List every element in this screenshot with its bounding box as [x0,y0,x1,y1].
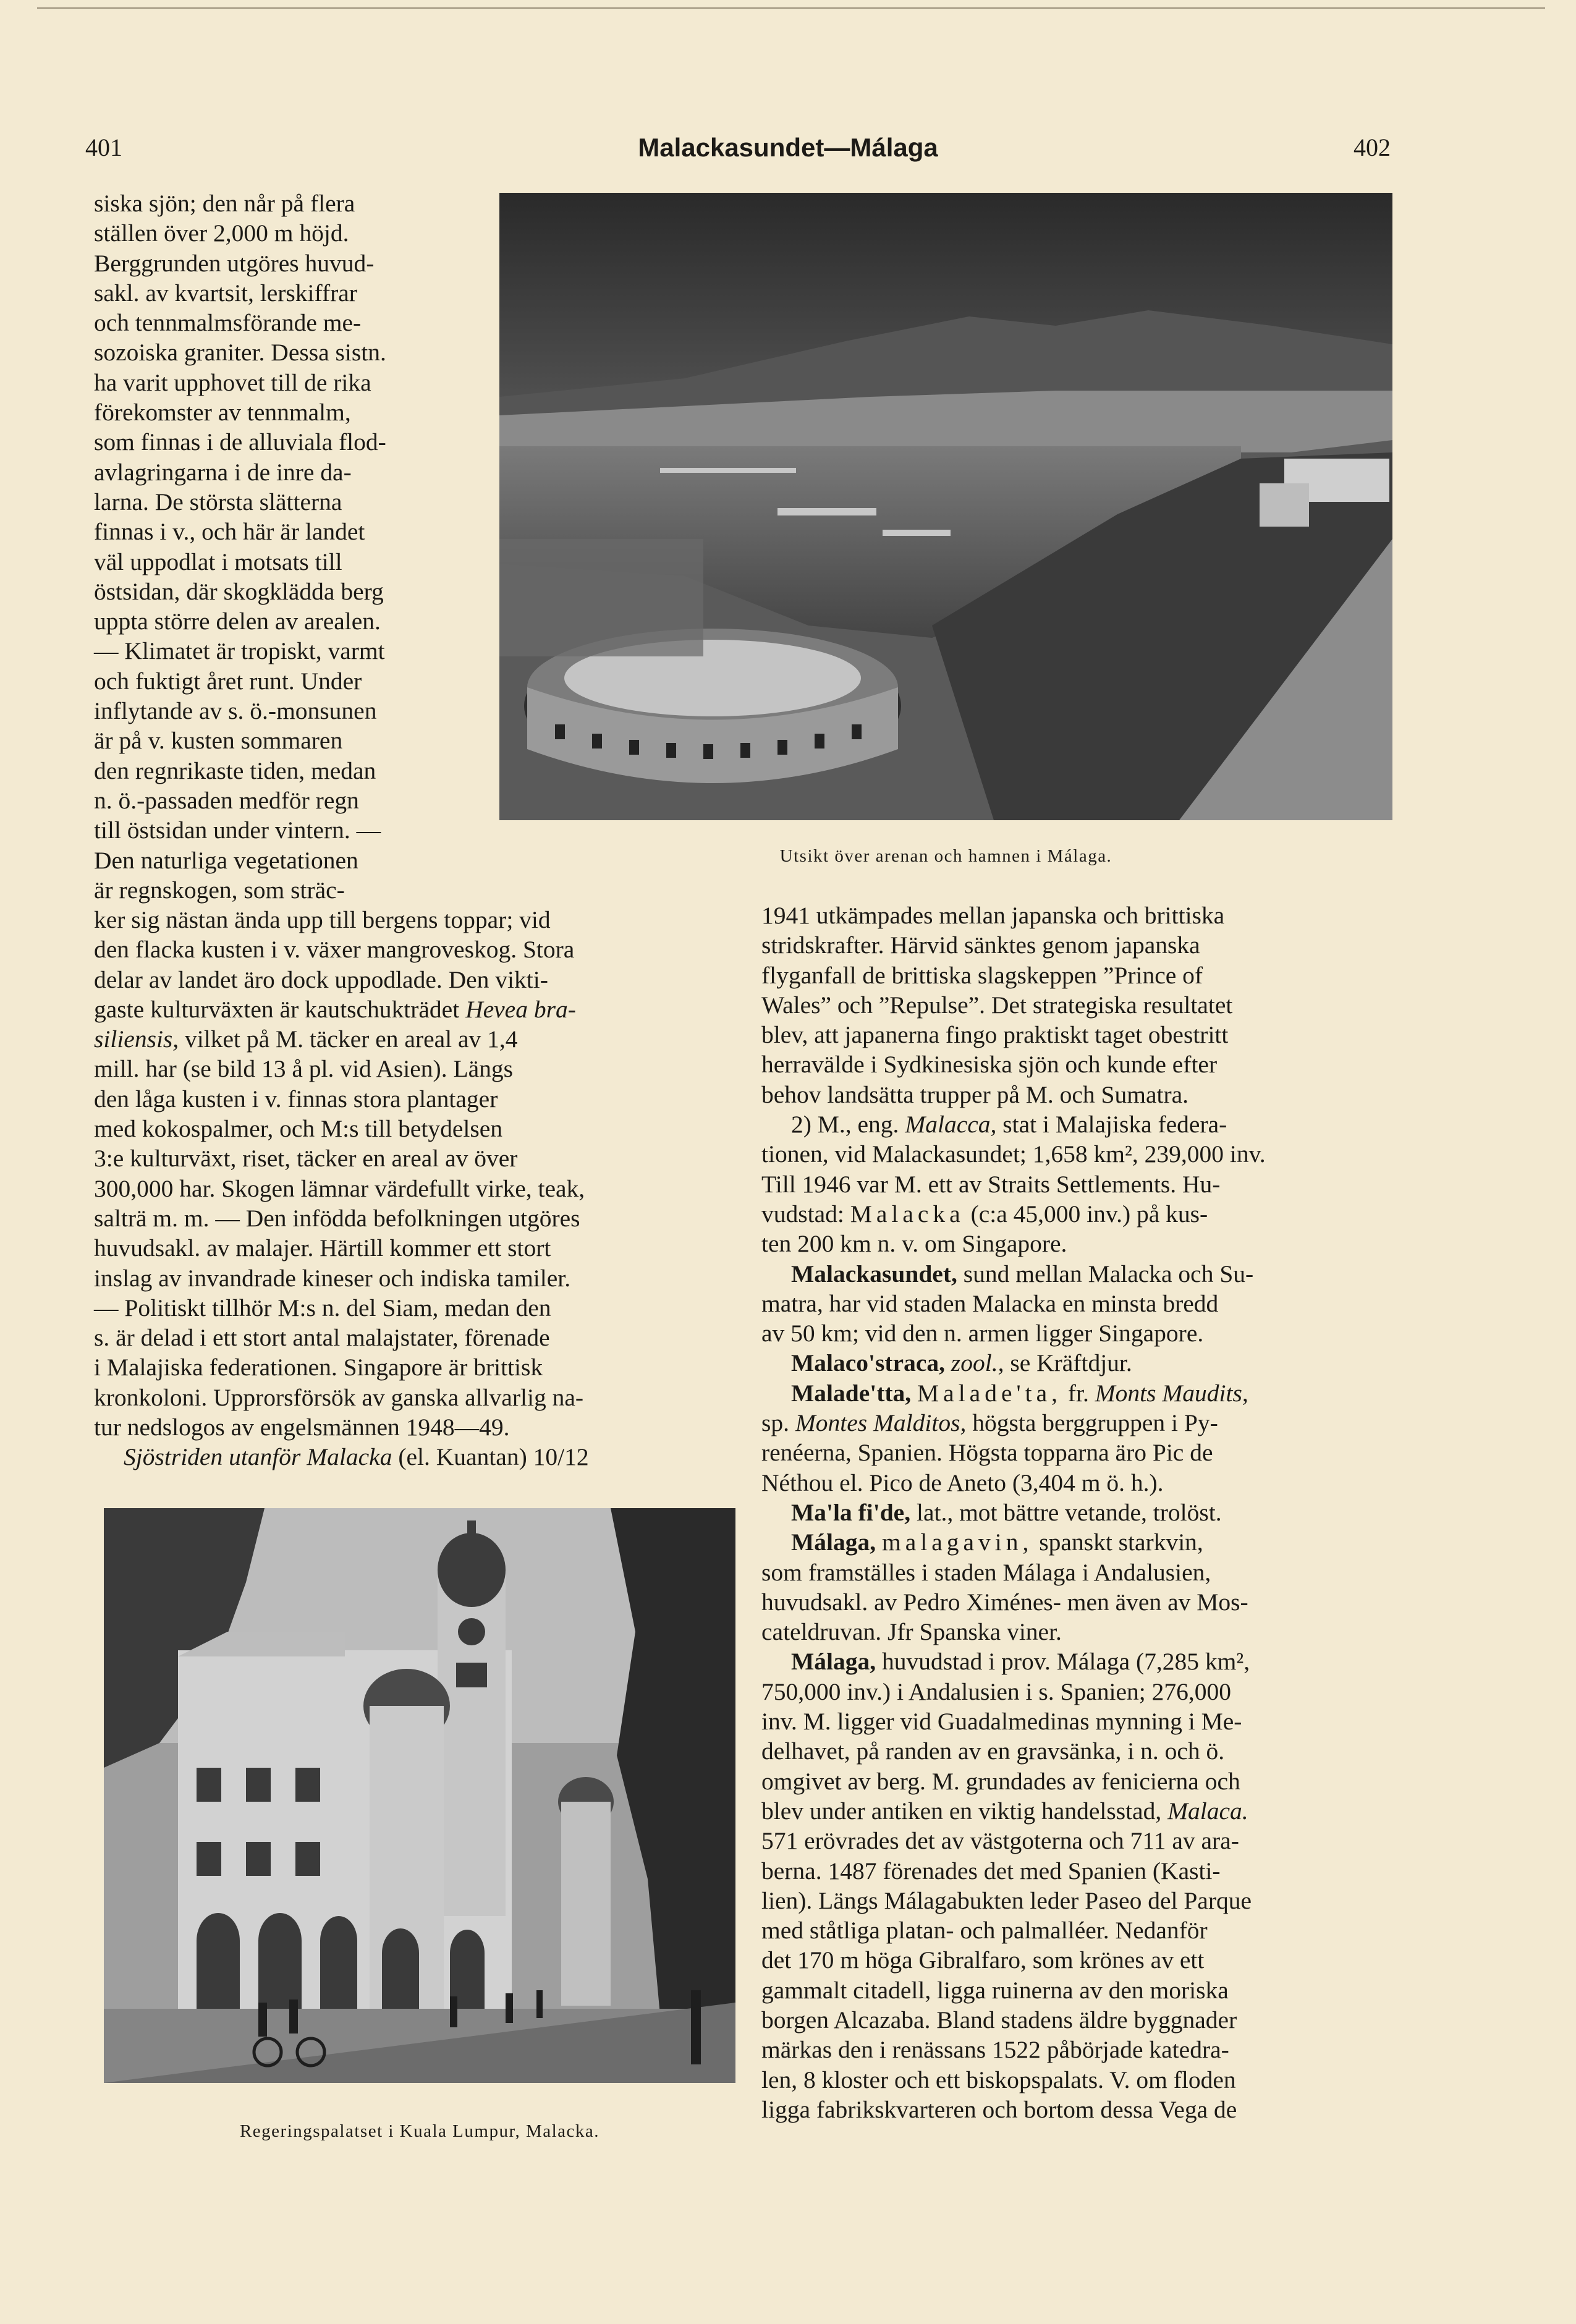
entry-malackasundet: Malackasundet, sund mellan Malacka och Su- [791,1260,1254,1287]
text-line: Till 1946 var M. ett av Straits Settlements. Hu- [761,1170,1221,1198]
text-line: Wales” och ”Repulse”. Det strategiska resultatet [761,991,1233,1019]
text-line: stridskrafter. Härvid sänktes genom japanska [761,931,1200,959]
entry-headword: Malaco'straca, [791,1349,945,1377]
species-name: Hevea bra- [465,995,576,1023]
kuala-lumpur-photo-caption: Regeringspalatset i Kuala Lumpur, Malacka. [239,2121,600,2141]
entry-malaga-city: Málaga, huvudstad i prov. Málaga (7,285 km², [791,1648,1250,1676]
species-name: siliensis, [94,1025,179,1053]
text-line: som finnas i de alluviala flod- [94,428,386,456]
text-line: huvudsakl. av Pedro Ximénes- men även av Mos- [761,1588,1248,1616]
text-line: flyganfall de brittiska slagskeppen ”Prince of [761,961,1203,989]
text-line: Sjöstriden utanför Malacka (el. Kuantan) 10/12 [124,1443,589,1471]
text-line: Berggrunden utgöres huvud- [94,249,375,277]
text-line: avlagringarna i de inre da- [94,458,352,486]
text-line: 2) M., eng. Malacca, stat i Malajiska federa- [791,1111,1227,1139]
text-line: gammalt citadell, ligga ruinerna av den moriska [761,1976,1229,2004]
text-line: östsidan, där skogklädda berg [94,577,384,605]
text-line: blev under antiken en viktig handelsstad, Malaca. [761,1797,1248,1825]
date-fraction: 10/12 [533,1443,589,1471]
text-line: 1941 utkämpades mellan japanska och brittiska [761,902,1225,929]
text-line: med kokospalmer, och M:s till betydelsen [94,1115,503,1143]
text-line: — Klimatet är tropiskt, varmt [94,637,385,665]
text-line: blev, att japanerna fingo praktiskt taget obestritt [761,1021,1229,1049]
text-line: ligga fabrikskvarteren och bortom dessa Vega de [761,2095,1237,2123]
text-line: gaste kulturväxten är kautschukträdet Hevea bra- [94,995,576,1023]
text-line: cateldruvan. Jfr Spanska viner. [761,1618,1062,1646]
text-line: sozoiska graniter. Dessa sistn. [94,339,386,367]
text-line: inflytande av s. ö.-monsunen [94,697,377,725]
text-line: siliensis, vilket på M. täcker en areal av 1,4 [94,1025,518,1053]
text-line: den låga kusten i v. finnas stora plantager [94,1085,498,1113]
text-line: borgen Alcazaba. Bland stadens äldre byggnader [761,2006,1237,2034]
text-line: ställen över 2,000 m höjd. [94,219,349,247]
malaga-photo-caption: Utsikt över arenan och hamnen i Málaga. [779,846,1112,866]
right-column-text [761,901,1404,2124]
text-line: tionen, vid Malackasundet; 1,658 km², 239,000 inv. [761,1140,1266,1168]
kuala-lumpur-palace-photo [104,1508,735,2083]
entry-subtitle: Sjöstriden utanför Malacka [124,1443,392,1471]
entry-malacostraca: Malaco'straca, zool., se Kräftdjur. [791,1349,1132,1377]
text-line: märkas den i renässans 1522 påbörjade katedra- [761,2036,1229,2064]
text-line: behov landsätta trupper på M. och Sumatra. [761,1080,1189,1108]
text-line: ten 200 km n. v. om Singapore. [761,1230,1067,1258]
entry-mala-fide: Ma'la fi'de, lat., mot bättre vetande, trolöst. [791,1498,1222,1526]
text-line: är på v. kusten sommaren [94,727,343,755]
text-line: som framställes i staden Málaga i Andalusien, [761,1558,1211,1586]
entry-headword: Malade'tta, [791,1379,912,1407]
text-line: inslag av invandrade kineser och indiska tamiler. [94,1264,571,1292]
text-line: larna. De största slätterna [94,488,342,515]
text-line: len, 8 kloster och ett biskopspalats. V. om floden [761,2066,1236,2093]
entry-headword: Málaga, [791,1648,876,1676]
text-line: 300,000 har. Skogen lämnar värdefullt virke, teak, [94,1174,585,1202]
text-line: huvudsakl. av malajer. Härtill kommer ett stort [94,1234,551,1262]
text-line: delar av landet äro dock uppodlade. Den vikti- [94,965,548,993]
text-line: omgivet av berg. M. grundades av fenicierna och [761,1767,1240,1795]
text-line: lien). Längs Málagabukten leder Paseo del Parque [761,1886,1252,1914]
text-line: det 170 m höga Gibralfaro, som krönes av ett [761,1946,1205,1974]
text-line: ker sig nästan ända upp till bergens toppar; vid [94,906,551,933]
text-line: mill. har (se bild 13 å pl. vid Asien). Längs [94,1055,513,1083]
text-line: n. ö.-passaden medför regn [94,786,359,814]
text-line: i Malajiska federationen. Singapore är brittisk [94,1354,543,1381]
text-line: siska sjön; den når på flera [94,190,355,217]
text-line: av 50 km; vid den n. armen ligger Singapore. [761,1320,1204,1347]
malaga-harbour-photo [499,193,1392,820]
text-line: 571 erövrades det av västgoterna och 711 av ara- [761,1827,1239,1855]
text-line: Den naturliga vegetationen [94,846,358,874]
text-line: tur nedslogos av engelsmännen 1948—49. [94,1414,510,1441]
text-line: 3:e kulturväxt, riset, täcker en areal av över [94,1145,518,1173]
text-line: uppta större delen av arealen. [94,608,381,635]
text-line: sakl. av kvartsit, lerskiffrar [94,279,357,307]
text-line: är regnskogen, som sträc- [94,876,345,904]
text-line: inv. M. ligger vid Guadalmedinas mynning i Me- [761,1708,1242,1736]
text-line: sp. Montes Malditos, högsta berggruppen i Py- [761,1409,1218,1437]
text-line: ha varit upphovet till de rika [94,368,371,396]
text-line: renéerna, Spanien. Högsta topparna äro Pic de [761,1439,1213,1467]
text-line: finnas i v., och här är landet [94,518,365,546]
left-column-wide-text [94,905,734,1472]
entry-headword: Malackasundet, [791,1260,957,1287]
text-line: herravälde i Sydkinesiska sjön och kunde efter [761,1051,1218,1079]
text-line: 750,000 inv.) i Andalusien i s. Spanien; 276,000 [761,1677,1231,1705]
text-line: den regnrikaste tiden, medan [94,757,376,784]
text-line: den flacka kusten i v. växer mangroveskog. Stora [94,936,575,964]
page-number-right: 402 [1354,134,1391,161]
entry-headword: Ma'la fi'de, [791,1498,911,1526]
text-line: väl uppodlat i motsats till [94,548,342,575]
top-edge-rule [37,7,1545,9]
text-line: kronkoloni. Upprorsförsök av ganska allvarlig na- [94,1383,584,1411]
text-line: matra, har vid staden Malacka en minsta bredd [761,1289,1219,1317]
entry-headword: Málaga, [791,1529,876,1556]
text-line: Néthou el. Pico de Aneto (3,404 m ö. h.). [761,1469,1164,1496]
text-line: med ståtliga platan- och palmalléer. Nedanför [761,1917,1208,1944]
entry-malaga-wine: Málaga, malagavin, spanskt starkvin, [791,1529,1203,1556]
page-number-left: 401 [85,134,122,161]
text-line: delhavet, på randen av en gravsänka, i n. och ö. [761,1737,1225,1765]
text-line: till östsidan under vintern. — [94,816,381,844]
running-title: Malackasundet—Málaga [638,133,938,162]
text-line: vudstad: Malacka (c:a 45,000 inv.) på kus- [761,1200,1208,1228]
text-line: och tennmalmsförande me- [94,309,362,337]
text-line: berna. 1487 förenades det med Spanien (Kasti- [761,1857,1221,1885]
text-line: och fuktigt året runt. Under [94,667,362,695]
text-line: s. är delad i ett stort antal malajstater, förenade [94,1324,550,1352]
left-column-narrow-text [94,189,476,905]
text-line: förekomster av tennmalm, [94,399,351,426]
text-line: salträ m. m. — Den infödda befolkningen utgöres [94,1204,580,1232]
entry-maladetta: Malade'tta, Malade'ta, fr. Monts Maudits, [791,1379,1248,1407]
text-line: — Politiskt tillhör M:s n. del Siam, medan den [94,1294,551,1321]
